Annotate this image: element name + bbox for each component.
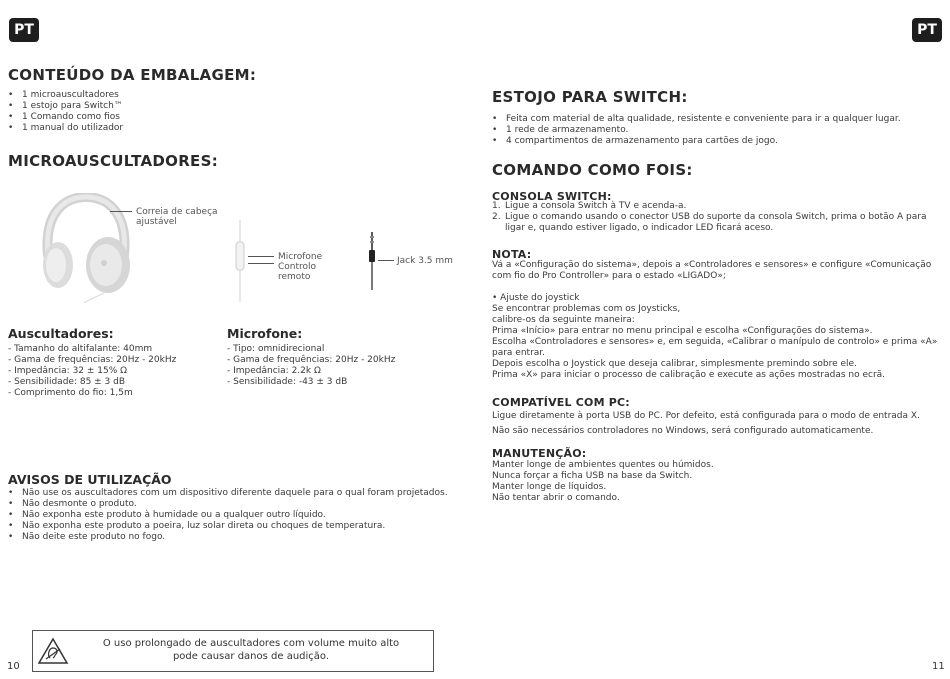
warnings-title: AVISOS DE UTILIZAÇÃO <box>8 472 172 487</box>
spec-line: - Sensibilidade: -43 ± 3 dB <box>227 377 348 387</box>
spec-line: - Tamanho do altifalante: 40mm <box>8 344 153 354</box>
list-item: • 1 Comando como fios <box>8 112 123 123</box>
list-item <box>492 201 926 212</box>
pc-title: COMPATÍVEL COM PC: <box>492 396 630 409</box>
list-item: • Não use os auscultadores com um dispositivo diferente daquele para o qual foram projetados. <box>8 488 448 499</box>
band-callout-label: Correia de cabeça <box>136 207 218 217</box>
page-number-left: 10 <box>7 661 20 672</box>
maintenance-list <box>492 460 714 504</box>
console-title: CONSOLA SWITCH: <box>492 190 612 203</box>
remote-callout-line <box>248 263 274 264</box>
list-item: • 1 estojo para Switch™ <box>8 101 123 112</box>
list-item: • 1 manual do utilizador <box>8 123 123 134</box>
step-text: Ligue o comando usando o conector USB do suporte da consola Switch, prima o botão A para <box>505 212 927 222</box>
hearing-notice-text <box>73 637 429 663</box>
jack-illustration <box>364 232 380 290</box>
list-item: • Não desmonte o produto. <box>8 499 448 510</box>
hearing-warning-icon <box>37 637 69 665</box>
mic-callout-line <box>248 256 274 257</box>
list-item: • Não exponha este produto a poeira, luz solar direta ou choques de temperatura. <box>8 521 448 532</box>
mic-callout-label: Microfone <box>278 252 323 262</box>
joystick-instructions <box>492 293 937 381</box>
mic-specs-title: Microfone: <box>227 326 303 341</box>
spec-line: - Gama de frequências: 20Hz - 20kHz <box>227 355 396 365</box>
headphones-illustration <box>34 193 134 303</box>
step-number: 1. <box>492 201 501 211</box>
joystick-line: Depois escolha o Joystick que deseja calibrar, simplesmente premindo sobre ele. <box>492 359 857 369</box>
warnings-list <box>8 488 448 543</box>
case-list <box>492 114 901 147</box>
list-item: • 4 compartimentos de armazenamento para cartões de jogo. <box>492 136 901 147</box>
mic-remote-illustration <box>230 220 250 302</box>
hearing-notice-line: pode causar danos de audição. <box>172 651 330 662</box>
joystick-line: calibre-os da seguinte maneira: <box>492 315 635 325</box>
note-title: NOTA: <box>492 248 532 261</box>
headphones-specs-title: Auscultadores: <box>8 326 114 341</box>
console-steps <box>492 201 926 234</box>
maintenance-line: Não tentar abrir o comando. <box>492 493 620 503</box>
mic-remote-callout <box>278 252 322 282</box>
contents-list <box>8 90 123 134</box>
case-title: ESTOJO PARA SWITCH: <box>492 88 688 106</box>
mic-specs <box>227 344 395 388</box>
contents-title: CONTEÚDO DA EMBALAGEM: <box>8 66 257 84</box>
pc-text-2: Não são necessários controladores no Windows, será configurado automaticamente. <box>492 426 874 436</box>
list-item: • 1 microauscultadores <box>8 90 123 101</box>
band-callout-line <box>110 211 132 212</box>
remote-callout-label: remoto <box>278 272 311 282</box>
page-number-right: 11 <box>932 661 945 672</box>
joystick-line: Prima «Início» para entrar no menu principal e escolha «Configurações do sistema». <box>492 326 873 336</box>
hearing-notice-line: O uso prolongado de auscultadores com volume muito alto <box>102 638 400 649</box>
note-line: Vá a «Configuração do sistema», depois a «Controladores e sensores» e configure «Comunicação <box>492 260 932 270</box>
joystick-line: Se encontrar problemas com os Joysticks, <box>492 304 681 314</box>
hearing-notice-box <box>32 630 434 672</box>
maintenance-line: Manter longe de líquidos. <box>492 482 607 492</box>
spec-line: - Comprimento do fio: 1,5m <box>8 388 133 398</box>
joystick-line: para entrar. <box>492 348 546 358</box>
step-text: ligar e, quando estiver ligado, o indicador LED ficará aceso. <box>505 223 774 233</box>
spec-line: - Impedância: 2.2k Ω <box>227 366 321 376</box>
list-item: • Feita com material de alta qualidade, resistente e conveniente para ir a qualquer lugar. <box>492 114 901 125</box>
note-text <box>492 260 931 282</box>
headphones-title: MICROAUSCULTADORES: <box>8 152 218 170</box>
list-item: • 1 rede de armazenamento. <box>492 125 901 136</box>
step-number: 2. <box>492 212 501 222</box>
band-callout-label: ajustável <box>136 217 177 227</box>
spec-line: - Gama de frequências: 20Hz - 20kHz <box>8 355 177 365</box>
step-text: Ligue a consola Switch à TV e acenda-a. <box>505 201 687 211</box>
headphones-specs <box>8 344 176 399</box>
note-line: com fio do Pro Controller» para o estado «LIGADO»; <box>492 271 726 281</box>
pc-text-1: Ligue diretamente à porta USB do PC. Por defeito, está configurada para o modo de entrada X. <box>492 411 920 421</box>
spec-line: - Tipo: omnidirecional <box>227 344 325 354</box>
language-badge-left: PT <box>9 18 39 42</box>
jack-callout-line <box>378 260 394 261</box>
spec-line: - Sensibilidade: 85 ± 3 dB <box>8 377 126 387</box>
maintenance-line: Nunca forçar a ficha USB na base da Switch. <box>492 471 693 481</box>
list-item <box>492 212 926 234</box>
jack-callout-label: Jack 3.5 mm <box>397 256 453 266</box>
list-item: • Não deite este produto no fogo. <box>8 532 448 543</box>
spec-line: - Impedância: 32 ± 15% Ω <box>8 366 128 376</box>
joystick-line: Escolha «Controladores e sensores» e, em seguida, «Calibrar o manípulo de controlo» e prima «A» <box>492 337 938 347</box>
joystick-line: • Ajuste do joystick <box>492 293 580 303</box>
remote-callout-label: Controlo <box>278 262 317 272</box>
maintenance-title: MANUTENÇÃO: <box>492 447 587 460</box>
band-callout <box>136 207 218 227</box>
maintenance-line: Manter longe de ambientes quentes ou húmidos. <box>492 460 714 470</box>
list-item: • Não exponha este produto à humidade ou a qualquer outro líquido. <box>8 510 448 521</box>
joystick-line: Prima «X» para iniciar o processo de calibração e execute as ações mostradas no ecrã. <box>492 370 886 380</box>
controller-title: COMANDO COMO FOIS: <box>492 161 693 179</box>
language-badge-right: PT <box>912 18 942 42</box>
